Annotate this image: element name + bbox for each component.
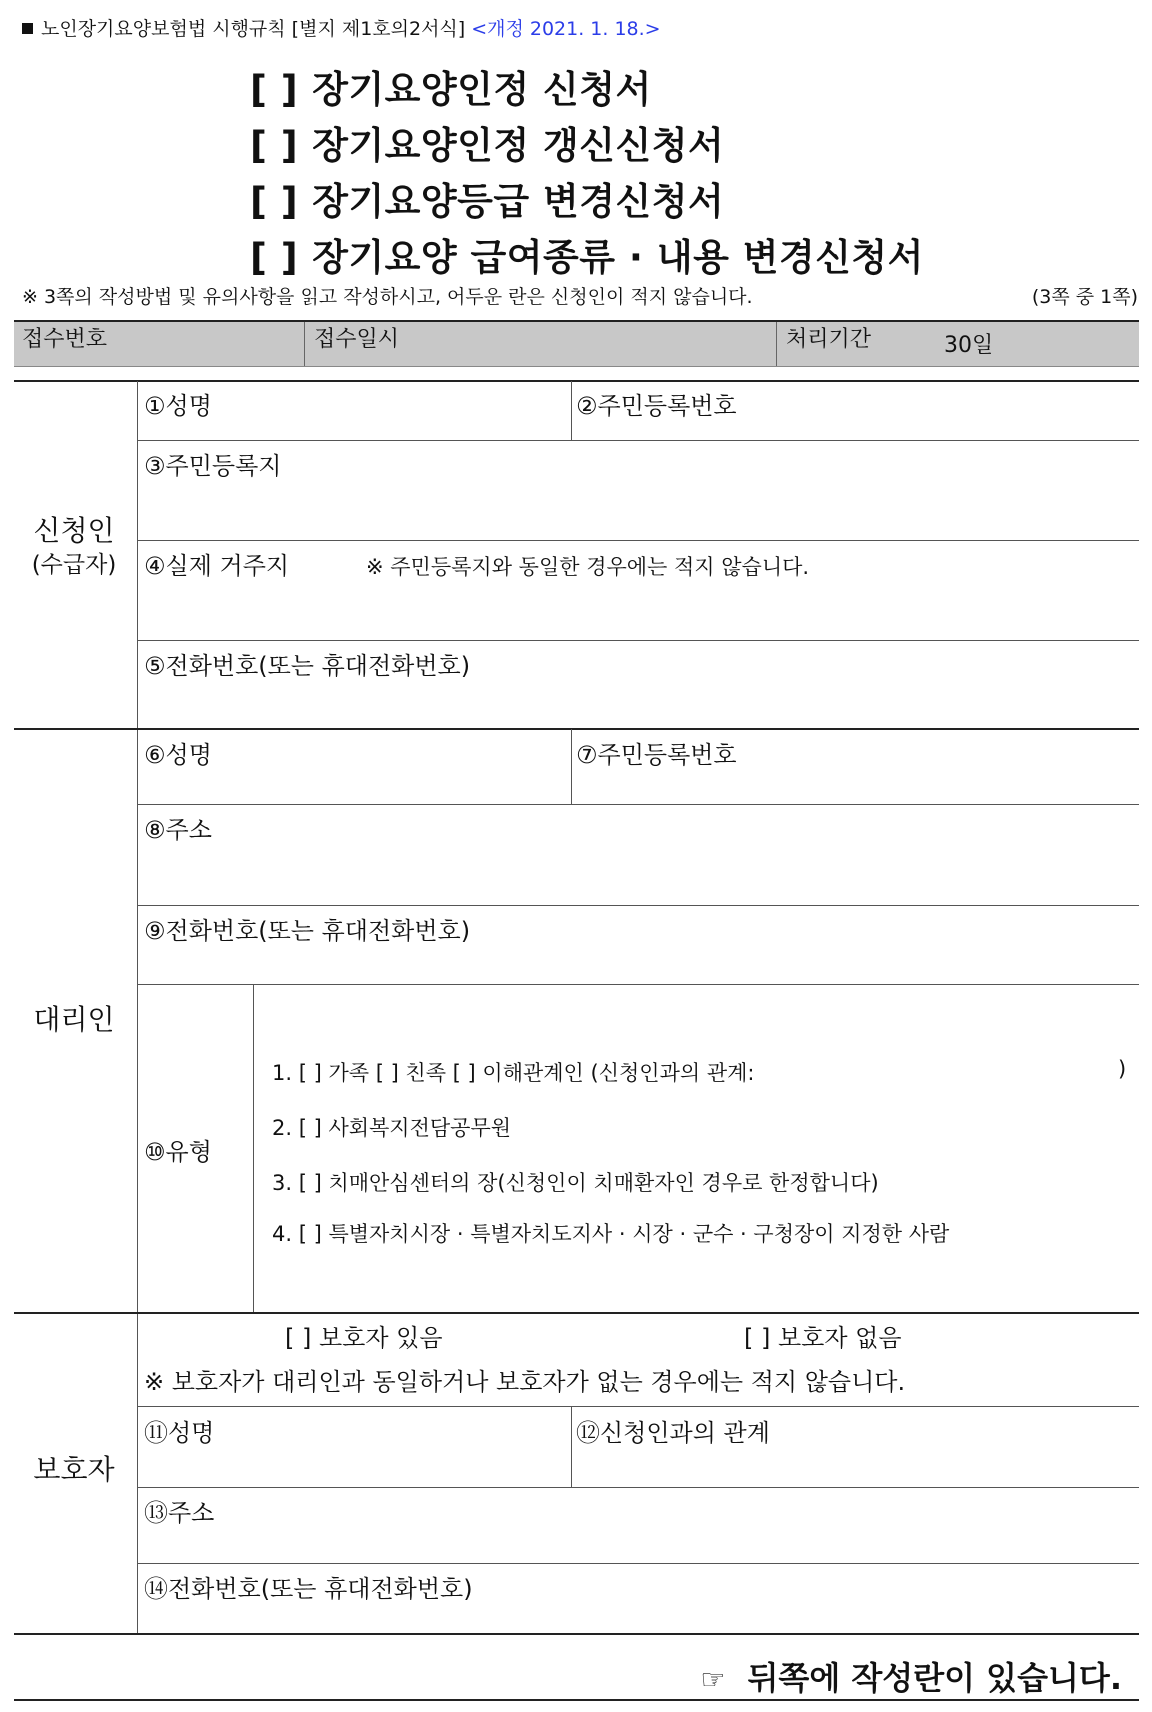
agent-phone-field[interactable]: ⑨전화번호(또는 휴대전화번호)	[144, 917, 471, 945]
agent-rrn-field[interactable]: ⑦주민등록번호	[576, 741, 737, 769]
title-renewal	[250, 118, 924, 174]
agent-address-field[interactable]: ⑧주소	[144, 816, 212, 844]
back-notice-text: 뒤쪽에 작성란이 있습니다.	[747, 1659, 1122, 1697]
guardian-relation-field[interactable]: ⑫신청인과의 관계	[576, 1419, 770, 1447]
guardian-address-field[interactable]: ⑬주소	[144, 1499, 215, 1527]
has-guardian-checkbox[interactable]: [ ] 보호자 있음	[285, 1324, 443, 1352]
section-border	[14, 1312, 1139, 1314]
row-line	[138, 540, 1139, 541]
table-top-border	[14, 380, 1139, 382]
title-text: 장기요양등급 변경신청서	[312, 180, 725, 223]
processing-period-value: 30일	[944, 333, 994, 358]
form-header	[22, 14, 661, 41]
page-bottom-border	[14, 1699, 1139, 1701]
agent-type-option-4[interactable]: 4. [ ] 특별자치시장 · 특별자치도지사 · 시장 · 군수 · 구청장이 지정한 사람	[272, 1222, 950, 1246]
applicant-actual-address-field[interactable]: ④실제 거주지	[144, 552, 290, 580]
row-line	[138, 1406, 1139, 1407]
applicant-name-field[interactable]: ①성명	[144, 392, 212, 420]
cell-divider	[571, 1407, 572, 1487]
title-checkbox[interactable]: [ ]	[250, 236, 299, 279]
title-benefit-change	[250, 230, 924, 286]
title-application	[250, 62, 924, 118]
agent-type-option-1[interactable]: 1. [ ] 가족 [ ] 친족 [ ] 이해관계인 (신청인과의 관계:	[272, 1061, 755, 1085]
row-line	[138, 640, 1139, 641]
divider	[776, 322, 777, 366]
agent-section-label	[14, 1001, 134, 1039]
title-text: 장기요양인정 갱신신청서	[312, 124, 725, 167]
applicant-phone-field[interactable]: ⑤전화번호(또는 휴대전화번호)	[144, 652, 471, 680]
agent-name-field[interactable]: ⑥성명	[144, 741, 212, 769]
guardian-label: 보호자	[33, 1453, 115, 1486]
title-checkbox[interactable]: [ ]	[250, 180, 299, 223]
applicant-label: 신청인	[33, 514, 115, 547]
instruction-notice: ※ 3쪽의 작성방법 및 유의사항을 읽고 작성하시고, 어두운 란은 신청인이 적지 않습니다.	[22, 286, 753, 308]
cell-divider	[571, 729, 572, 804]
form-titles	[250, 62, 924, 286]
row-line	[138, 984, 1139, 985]
agent-type-label: ⑩유형	[144, 1138, 212, 1166]
applicant-sublabel: (수급자)	[31, 552, 117, 578]
no-guardian-checkbox[interactable]: [ ] 보호자 없음	[744, 1324, 902, 1352]
section-divider	[137, 381, 138, 1634]
guardian-section-label	[14, 1451, 134, 1489]
row-line	[138, 1563, 1139, 1564]
guardian-phone-field[interactable]: ⑭전화번호(또는 휴대전화번호)	[144, 1575, 473, 1603]
title-text: 장기요양인정 신청서	[312, 68, 652, 111]
agent-type-option-2[interactable]: 2. [ ] 사회복지전담공무원	[272, 1116, 512, 1140]
guardian-note: ※ 보호자가 대리인과 동일하거나 보호자가 없는 경우에는 적지 않습니다.	[144, 1368, 906, 1396]
receipt-row	[14, 320, 1139, 367]
row-line	[138, 905, 1139, 906]
square-bullet-icon	[22, 23, 33, 34]
section-border	[14, 728, 1139, 730]
guardian-name-field[interactable]: ⑪성명	[144, 1419, 215, 1447]
actual-address-note: ※ 주민등록지와 동일한 경우에는 적지 않습니다.	[366, 555, 810, 579]
receipt-datetime-label: 접수일시	[314, 327, 400, 352]
row-line	[138, 1487, 1139, 1488]
agent-type-option-3[interactable]: 3. [ ] 치매안심센터의 장(신청인이 치매환자인 경우로 한정합니다)	[272, 1171, 879, 1195]
title-checkbox[interactable]: [ ]	[250, 124, 299, 167]
row-line	[138, 440, 1139, 441]
row-line	[138, 804, 1139, 805]
agent-type-close-paren: )	[1118, 1057, 1127, 1081]
receipt-number-label: 접수번호	[22, 327, 108, 352]
cell-divider	[253, 985, 254, 1312]
divider	[304, 322, 305, 366]
law-title: 노인장기요양보험법 시행규칙 [별지 제1호의2서식]	[41, 18, 466, 40]
hand-pointing-icon: ☞	[700, 1663, 726, 1696]
title-checkbox[interactable]: [ ]	[250, 68, 299, 111]
page-count: (3쪽 중 1쪽)	[1031, 286, 1138, 308]
table-bottom-border	[14, 1633, 1139, 1635]
back-page-notice	[700, 1653, 1122, 1699]
revision-date: <개정 2021. 1. 18.>	[471, 18, 661, 40]
applicant-section-label	[14, 512, 134, 580]
applicant-registered-address-field[interactable]: ③주민등록지	[144, 452, 282, 480]
cell-divider	[571, 381, 572, 440]
title-grade-change	[250, 174, 924, 230]
title-text: 장기요양 급여종류 · 내용 변경신청서	[312, 236, 924, 279]
processing-period-label: 처리기간	[786, 327, 872, 352]
agent-label: 대리인	[33, 1003, 115, 1036]
applicant-rrn-field[interactable]: ②주민등록번호	[576, 392, 737, 420]
